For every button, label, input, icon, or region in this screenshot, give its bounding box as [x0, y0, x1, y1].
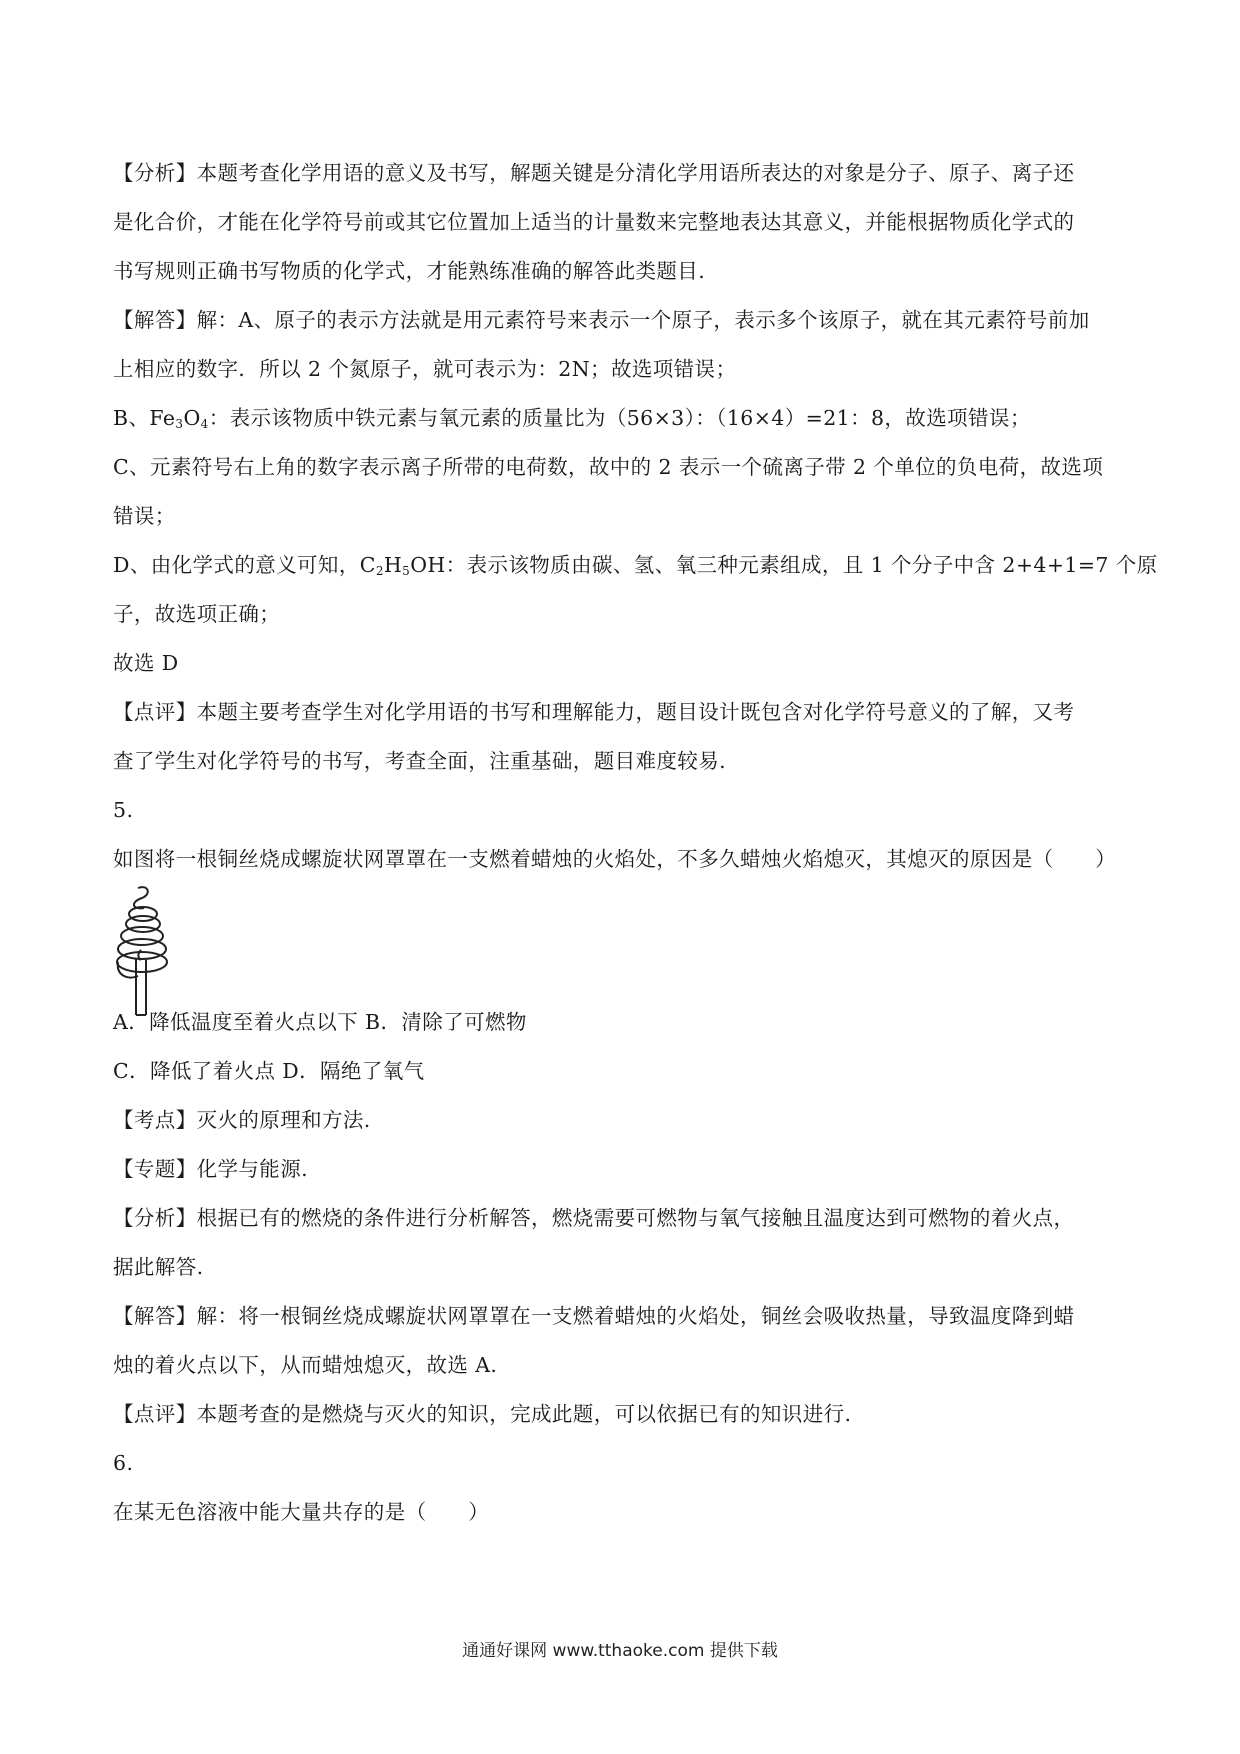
q5-analysis-line-2: 据此解答.: [113, 1255, 204, 1279]
b-sub-2: 4: [200, 417, 209, 431]
q4-option-c-line-2: 错误；: [113, 504, 176, 528]
page-footer: 通通好课网 www.tthaoke.com 提供下载: [462, 1641, 778, 1661]
q5-number: 5.: [113, 798, 134, 822]
b-mid: O: [183, 406, 201, 430]
q5-stem: 如图将一根铜丝烧成螺旋状网罩罩在一支燃着蜡烛的火焰处，不多久蜡烛火焰熄灭，其熄灭的原因是（ ）: [113, 847, 1117, 871]
q5-topic: 【专题】化学与能源.: [113, 1157, 309, 1181]
d-prefix: D、由化学式的意义可知，C: [113, 553, 376, 577]
q4-option-c-line-1: C、元素符号右上角的数字表示离子所带的电荷数，故中的 2 表示一个硫离子带 2 个单位的负电荷，故选项: [113, 455, 1104, 479]
b-sub-1: 3: [175, 417, 184, 431]
q4-comment-line-2: 查了学生对化学符号的书写，考查全面，注重基础，题目难度较易.: [113, 749, 727, 773]
d-sub-1: 2: [375, 564, 384, 578]
q4-option-d-explanation: [113, 550, 1158, 580]
q4-solution-line-2: 上相应的数字．所以 2 个氮原子，就可表示为：2N；故选项错误；: [113, 357, 737, 381]
d-rest: OH：表示该物质由碳、氢、氧三种元素组成，且 1 个分子中含 2+4+1=7 个原: [410, 553, 1158, 577]
q5-solution-line-1: 【解答】解：将一根铜丝烧成螺旋状网罩罩在一支燃着蜡烛的火焰处，铜丝会吸收热量，导致温度降到蜡: [113, 1304, 1075, 1328]
q5-key-point: 【考点】灭火的原理和方法.: [113, 1108, 371, 1132]
q5-solution-line-2: 烛的着火点以下，从而蜡烛熄灭，故选 A.: [113, 1353, 498, 1377]
q5-options-line-1: A．降低温度至着火点以下 B．清除了可燃物: [113, 1010, 527, 1034]
b-rest: ：表示该物质中铁元素与氧元素的质量比为（56×3）：（16×4）=21：8，故选项错误；: [208, 406, 1031, 430]
q4-answer: 故选 D: [113, 651, 179, 675]
q6-stem: 在某无色溶液中能大量共存的是（ ）: [113, 1500, 490, 1524]
d-mid: H: [383, 553, 403, 577]
q5-comment: 【点评】本题考查的是燃烧与灭火的知识，完成此题，可以依据已有的知识进行.: [113, 1402, 852, 1426]
q5-analysis-line-1: 【分析】根据已有的燃烧的条件进行分析解答，燃烧需要可燃物与氧气接触且温度达到可燃物的着火点，: [113, 1206, 1075, 1230]
q4-comment-line-1: 【点评】本题主要考查学生对化学用语的书写和理解能力，题目设计既包含对化学符号意义的了解，又考: [113, 700, 1075, 724]
d-sub-2: 5: [402, 564, 411, 578]
q6-number: 6.: [113, 1451, 134, 1475]
b-prefix: B、Fe: [113, 406, 176, 430]
q4-option-d-line-2: 子，故选项正确；: [113, 602, 281, 626]
q4-analysis-line-1: 【分析】本题考查化学用语的意义及书写，解题关键是分清化学用语所表达的对象是分子、原子、离子还: [113, 161, 1075, 185]
q4-solution-line-1: 【解答】解：A、原子的表示方法就是用元素符号来表示一个原子，表示多个该原子，就在其元素符号前加: [113, 308, 1090, 332]
q4-option-b-explanation: [113, 403, 1133, 433]
q4-analysis-line-2: 是化合价，才能在化学符号前或其它位置加上适当的计量数来完整地表达其意义，并能根据物质化学式的: [113, 210, 1075, 234]
copper-coil-candle-figure: [108, 880, 178, 1020]
q5-options-line-2: C．降低了着火点 D．隔绝了氧气: [113, 1059, 425, 1083]
q4-analysis-line-3: 书写规则正确书写物质的化学式，才能熟练准确的解答此类题目.: [113, 259, 706, 283]
